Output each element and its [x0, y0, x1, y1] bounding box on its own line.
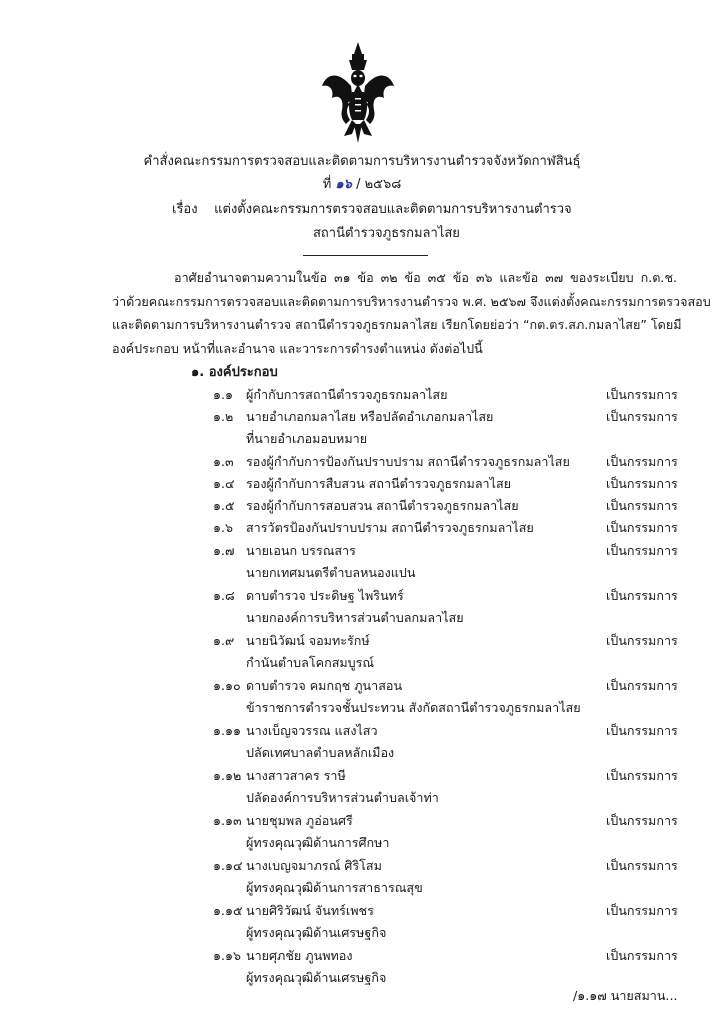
- member-item: [213, 946, 387, 985]
- member-name: นายอำเภอกมลาไสย หรือปลัดอำเภอกมลาไสย: [246, 409, 494, 424]
- member-role: เป็นกรรมการ: [606, 476, 678, 491]
- member-detail: ผู้ทรงคุณวุฒิด้านเศรษฐกิจ: [246, 925, 387, 940]
- member-name: ดาบตำรวจ คมกฤช ภูนาสอน: [246, 678, 403, 693]
- member-detail: ข้าราชการตำรวจชั้นประทวน สังกัดสถานีตำรวจภูธรกมลาไสย: [246, 700, 581, 715]
- member-item: [213, 811, 390, 850]
- member-number: ๑.๑๒: [213, 768, 242, 783]
- member-name: นายศิริวัฒน์ จันทร์เพชร: [246, 903, 374, 918]
- member-name: สารวัตรป้องกันปราบปราม สถานีตำรวจภูธรกมลาไสย: [246, 520, 534, 535]
- member-number: ๑.๖: [213, 520, 233, 535]
- member-item: [213, 721, 395, 760]
- member-role: เป็นกรรมการ: [606, 498, 678, 513]
- subject-text-line2: สถานีตำรวจภูธรกมลาไสย: [313, 226, 460, 241]
- member-item: [213, 541, 416, 580]
- member-role: เป็นกรรมการ: [606, 633, 678, 648]
- member-name: นางสาวสาคร ราษี: [246, 768, 346, 783]
- subject-label: เรื่อง: [172, 202, 198, 217]
- member-detail: กำนันตำบลโคกสมบูรณ์: [246, 655, 375, 670]
- member-name: ดาบตำรวจ ประดิษฐ ไพรินทร์: [246, 588, 404, 603]
- intro-line: องค์ประกอบ หน้าที่และอำนาจ และวาระการดำรงตำแหน่ง ดังต่อไปนี้: [112, 340, 483, 356]
- member-item: [213, 452, 570, 472]
- member-detail: ปลัดเทศบาลตำบลหลักเมือง: [246, 745, 395, 760]
- member-number: ๑.๑: [213, 387, 233, 402]
- member-item: [213, 407, 494, 446]
- member-name: นางเบญจมาภรณ์ ศิริโสม: [246, 858, 382, 873]
- order-title: คำสั่งคณะกรรมการตรวจสอบและติดตามการบริหารงานตำรวจจังหวัดกาฬสินธุ์: [143, 154, 581, 169]
- member-role: เป็นกรรมการ: [606, 723, 678, 738]
- member-number: ๑.๕: [213, 498, 235, 513]
- member-role: เป็นกรรมการ: [606, 813, 678, 828]
- member-number: ๑.๗: [213, 543, 235, 558]
- member-role: เป็นกรรมการ: [606, 588, 678, 603]
- member-name: นายเอนก บรรณสาร: [246, 543, 356, 558]
- order-number-year: / ๒๕๖๘: [356, 177, 402, 192]
- continuation-note: /๑.๑๗ นายสมาน...: [573, 988, 678, 1003]
- member-item: [213, 586, 464, 625]
- member-role: เป็นกรรมการ: [606, 903, 678, 918]
- order-number-handwritten: ๑๖: [335, 177, 352, 192]
- member-name: นายชุมพล ภูอ่อนศรี: [246, 813, 353, 828]
- member-name: รองผู้กำกับการสืบสวน สถานีตำรวจภูธรกมลาไสย: [246, 476, 512, 491]
- member-number: ๑.๒: [213, 409, 234, 424]
- member-item: [213, 496, 519, 516]
- order-number: [0, 173, 724, 194]
- member-number: ๑.๑๖: [213, 948, 241, 963]
- member-role: เป็นกรรมการ: [606, 409, 678, 424]
- member-role: เป็นกรรมการ: [606, 387, 678, 402]
- intro-line: และติดตามการบริหารงานตำรวจ สถานีตำรวจภูธรกมลาไสย เรียกโดยย่อว่า “กต.ตร.สภ.กมลาไสย” โดยมี: [112, 317, 682, 332]
- member-detail: ที่นายอำเภอมอบหมาย: [246, 431, 368, 446]
- member-detail: ผู้ทรงคุณวุฒิด้านการศึกษา: [246, 835, 390, 850]
- intro-line: อาศัยอำนาจตามความในข้อ ๓๑ ข้อ ๓๒ ข้อ ๓๕ ข้อ ๓๖ และข้อ ๓๗ ของระเบียบ ก.ต.ช.: [174, 270, 677, 285]
- member-role: เป็นกรรมการ: [606, 678, 678, 693]
- member-item: [213, 385, 447, 405]
- member-role: เป็นกรรมการ: [606, 543, 678, 558]
- intro-paragraph: [112, 266, 711, 360]
- member-number: ๑.๑๓: [213, 813, 242, 828]
- member-detail: ผู้ทรงคุณวุฒิด้านการสาธารณสุข: [246, 880, 423, 895]
- member-role: เป็นกรรมการ: [606, 520, 678, 535]
- member-name: นายศุภชัย ภูนพทอง: [246, 948, 353, 963]
- member-name: นายนิวัฒน์ จอมทะรักษ์: [246, 633, 370, 648]
- order-number-prefix: ที่: [322, 177, 332, 192]
- member-number: ๑.๔: [213, 476, 235, 491]
- member-detail: ปลัดองค์การบริหารส่วนตำบลเจ้าท่า: [246, 790, 439, 805]
- member-item: [213, 631, 375, 670]
- member-role: เป็นกรรมการ: [606, 454, 678, 469]
- member-item: [213, 856, 423, 895]
- member-number: ๑.๑๔: [213, 858, 243, 873]
- member-item: [213, 518, 534, 538]
- member-name: รองผู้กำกับการสอบสวน สถานีตำรวจภูธรกมลาไสย: [246, 498, 519, 513]
- intro-line: ว่าด้วยคณะกรรมการตรวจสอบและติดตามการบริหารงานตำรวจ พ.ศ. ๒๕๖๗ จึงแต่งตั้งคณะกรรมการตรวจสอบ: [112, 293, 711, 309]
- member-number: ๑.๓: [213, 454, 234, 469]
- member-detail: ผู้ทรงคุณวุฒิด้านเศรษฐกิจ: [246, 970, 387, 985]
- member-role: เป็นกรรมการ: [606, 948, 678, 963]
- member-number: ๑.๙: [213, 633, 235, 648]
- member-item: [213, 676, 581, 715]
- member-name: ผู้กำกับการสถานีตำรวจภูธรกมลาไสย: [246, 387, 448, 402]
- member-item: [213, 474, 511, 494]
- member-name: นางเบ็ญจวรรณ แสงไสว: [246, 723, 378, 738]
- member-detail: นายกเทศมนตรีตำบลหนองแปน: [246, 565, 416, 580]
- member-number: ๑.๑๕: [213, 903, 243, 918]
- member-item: [213, 901, 387, 940]
- member-item: [213, 766, 439, 805]
- member-number: ๑.๘: [213, 588, 235, 603]
- member-number: ๑.๑๑: [213, 723, 241, 738]
- member-role: เป็นกรรมการ: [606, 858, 678, 873]
- member-name: รองผู้กำกับการป้องกันปราบปราม สถานีตำรวจภูธรกมลาไสย: [246, 454, 570, 469]
- member-number: ๑.๑๐: [213, 678, 241, 693]
- subject-text: แต่งตั้งคณะกรรมการตรวจสอบและติดตามการบริหารงานตำรวจ: [214, 202, 572, 217]
- garuda-emblem-icon: [318, 40, 398, 145]
- member-detail: นายกองค์การบริหารส่วนตำบลกมลาไสย: [246, 610, 464, 625]
- separator-line: [303, 255, 428, 256]
- subject-line: [172, 198, 572, 219]
- section-heading: ๑. องค์ประกอบ: [191, 365, 278, 380]
- member-role: เป็นกรรมการ: [606, 768, 678, 783]
